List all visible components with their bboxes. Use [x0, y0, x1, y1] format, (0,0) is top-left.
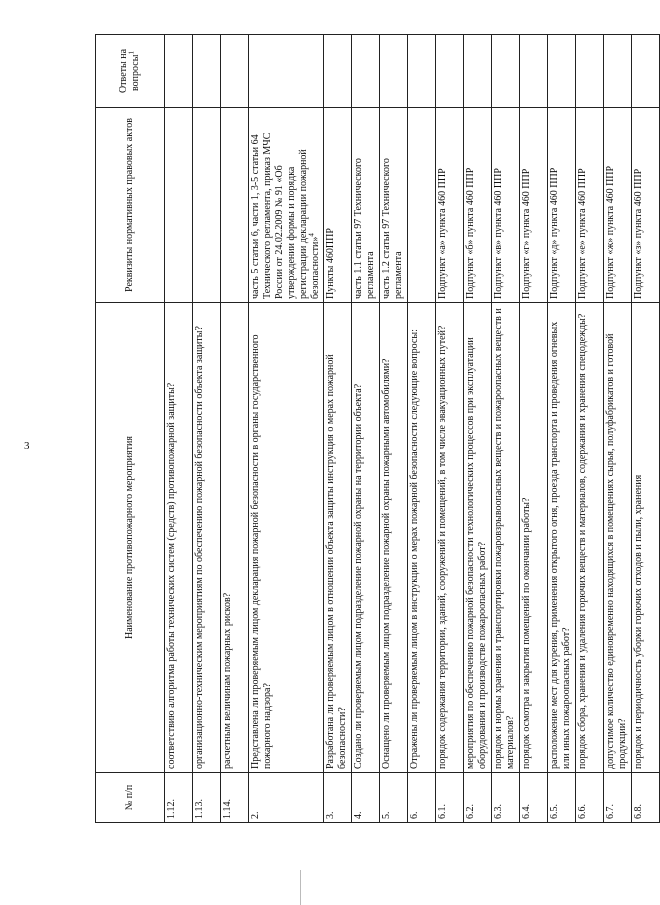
- row-answer-cell[interactable]: [492, 35, 520, 108]
- row-answer-cell[interactable]: [604, 35, 632, 108]
- row-answer-cell[interactable]: [380, 35, 408, 108]
- row-answer-cell[interactable]: [352, 35, 380, 108]
- row-legal-requisites: Подпункт «з» пункта 460 ППР: [632, 108, 660, 303]
- row-legal-requisites: Подпункт «е» пункта 460 ППР: [576, 108, 604, 303]
- table-header-row: [96, 35, 165, 823]
- row-answer-cell[interactable]: [324, 35, 352, 108]
- table-row: [249, 35, 324, 823]
- row-legal-requisites: Подпункт «в» пункта 460 ППР: [492, 108, 520, 303]
- row-number: 6.6.: [576, 773, 604, 823]
- table-row: [520, 35, 548, 823]
- row-number: 6.4.: [520, 773, 548, 823]
- row-answer-cell[interactable]: [548, 35, 576, 108]
- row-answer-cell[interactable]: [193, 35, 221, 108]
- row-number: 3.: [324, 773, 352, 823]
- row-legal-requisites-text: часть 5 статьи 6, части 1, 3-5 статьи 64 Технического регламента, приказ МЧС России от 24.02.2009 № 91 «Об утверждении формы и порядка регистрации декларации пожарной безопасности»: [250, 132, 321, 299]
- row-number: 5.: [380, 773, 408, 823]
- row-legal-requisites: Подпункт «г» пункта 460 ППР: [520, 108, 548, 303]
- row-answer-cell[interactable]: [408, 35, 436, 108]
- row-number: 1.12.: [165, 773, 193, 823]
- row-answer-cell[interactable]: [520, 35, 548, 108]
- row-number: 6.3.: [492, 773, 520, 823]
- row-number: 1.13.: [193, 773, 221, 823]
- table-row: [193, 35, 221, 823]
- row-measure-name: организационно-техническим мероприятиям по обеспечению пожарной безопасности объекта защиты?: [193, 303, 221, 773]
- table-row: [548, 35, 576, 823]
- row-measure-name: порядок и нормы хранения и транспортировки пожаровзрывоопасных веществ и пожароопасных веществ и материалов?: [492, 303, 520, 773]
- row-number: 6.1.: [436, 773, 464, 823]
- row-legal-requisites: часть 1.2 статьи 97 Технического регламента: [380, 108, 408, 303]
- header-answers-footnote: 1: [127, 51, 136, 55]
- row-measure-name: Оснащено ли проверяемым лицом подразделение пожарной охраны пожарными автомобилями?: [380, 303, 408, 773]
- fire-safety-checklist-table: [95, 34, 660, 823]
- row-measure-name: Представлена ли проверяемым лицом декларация пожарной безопасности в органы государственного пожарного надзора?: [249, 303, 324, 773]
- row-answer-cell[interactable]: [632, 35, 660, 108]
- row-measure-name: мероприятия по обеспечению пожарной безопасности технологических процессов при эксплуатации оборудования и производстве пожароопасных работ?: [464, 303, 492, 773]
- header-answers-label: Ответы на вопросы: [118, 48, 141, 94]
- header-answers: [96, 35, 165, 108]
- row-legal-requisites: [408, 108, 436, 303]
- table-row: [221, 35, 249, 823]
- row-measure-name: расчетным величинам пожарных рисков?: [221, 303, 249, 773]
- table-row: [436, 35, 464, 823]
- row-number: 6.2.: [464, 773, 492, 823]
- row-answer-cell[interactable]: [436, 35, 464, 108]
- row-answer-cell[interactable]: [464, 35, 492, 108]
- row-number: 6.8.: [632, 773, 660, 823]
- header-number: № п/п: [96, 773, 165, 823]
- row-measure-name: соответствию алгоритма работы технических систем (средств) противопожарной защиты?: [165, 303, 193, 773]
- table-row: [576, 35, 604, 823]
- header-measure-name: Наименование противопожарного мероприятия: [96, 303, 165, 773]
- table-row: [408, 35, 436, 823]
- row-number: 6.: [408, 773, 436, 823]
- row-measure-name: Создано ли проверяемым лицом подразделение пожарной охраны на территории объекта?: [352, 303, 380, 773]
- row-number: 2.: [249, 773, 324, 823]
- row-number: 6.5.: [548, 773, 576, 823]
- table-row: [604, 35, 632, 823]
- table-row: [352, 35, 380, 823]
- row-answer-cell[interactable]: [221, 35, 249, 108]
- row-measure-name: порядок содержания территории, зданий, сооружений и помещений, в том числе эвакуационных путей?: [436, 303, 464, 773]
- row-legal-requisites: Подпункт «д» пункта 460 ППР: [548, 108, 576, 303]
- row-measure-name: порядок осмотра и закрытия помещений по окончании работы?: [520, 303, 548, 773]
- row-number: 6.7.: [604, 773, 632, 823]
- row-measure-name: Разработана ли проверяемым лицом в отношении объекта защиты инструкция о мерах пожарной безопасности?: [324, 303, 352, 773]
- table-row: [492, 35, 520, 823]
- page-number: 3: [24, 440, 30, 452]
- table-row: [324, 35, 352, 823]
- table-row: [464, 35, 492, 823]
- header-legal-requisites: Реквизиты нормативных правовых актов: [96, 108, 165, 303]
- row-legal-requisites-footnote: 4: [307, 233, 316, 237]
- row-legal-requisites: [193, 108, 221, 303]
- row-legal-requisites: [249, 108, 324, 303]
- row-answer-cell[interactable]: [165, 35, 193, 108]
- row-measure-name: порядок сбора, хранения и удаления горючих веществ и материалов, содержания и хранения спецодежды?: [576, 303, 604, 773]
- table-row: [165, 35, 193, 823]
- table-row: [632, 35, 660, 823]
- row-number: 4.: [352, 773, 380, 823]
- row-legal-requisites: часть 1.1 статьи 97 Технического регламента: [352, 108, 380, 303]
- row-number: 1.14.: [221, 773, 249, 823]
- row-measure-name: допустимое количество единовременно находящихся в помещениях сырья, полуфабрикатов и готовой продукции?: [604, 303, 632, 773]
- row-legal-requisites: Подпункт «а» пункта 460 ППР: [436, 108, 464, 303]
- row-legal-requisites: Подпункт «б» пункта 460 ППР: [464, 108, 492, 303]
- table-row: [380, 35, 408, 823]
- row-legal-requisites: Подпункт «ж» пункта 460 ППР: [604, 108, 632, 303]
- row-legal-requisites: [165, 108, 193, 303]
- row-answer-cell[interactable]: [576, 35, 604, 108]
- row-legal-requisites: Пункты 460ППР: [324, 108, 352, 303]
- row-measure-name: Отражены ли проверяемым лицом в инструкции о мерах пожарной безопасности следующие вопросы:: [408, 303, 436, 773]
- row-legal-requisites: [221, 108, 249, 303]
- row-measure-name: расположение мест для курения, применения открытого огня, проезда транспорта и проведения огневых или иных пожароопасных работ?: [548, 303, 576, 773]
- row-measure-name: порядок и периодичность уборки горючих отходов и пыли, хранения: [632, 303, 660, 773]
- row-answer-cell[interactable]: [249, 35, 324, 108]
